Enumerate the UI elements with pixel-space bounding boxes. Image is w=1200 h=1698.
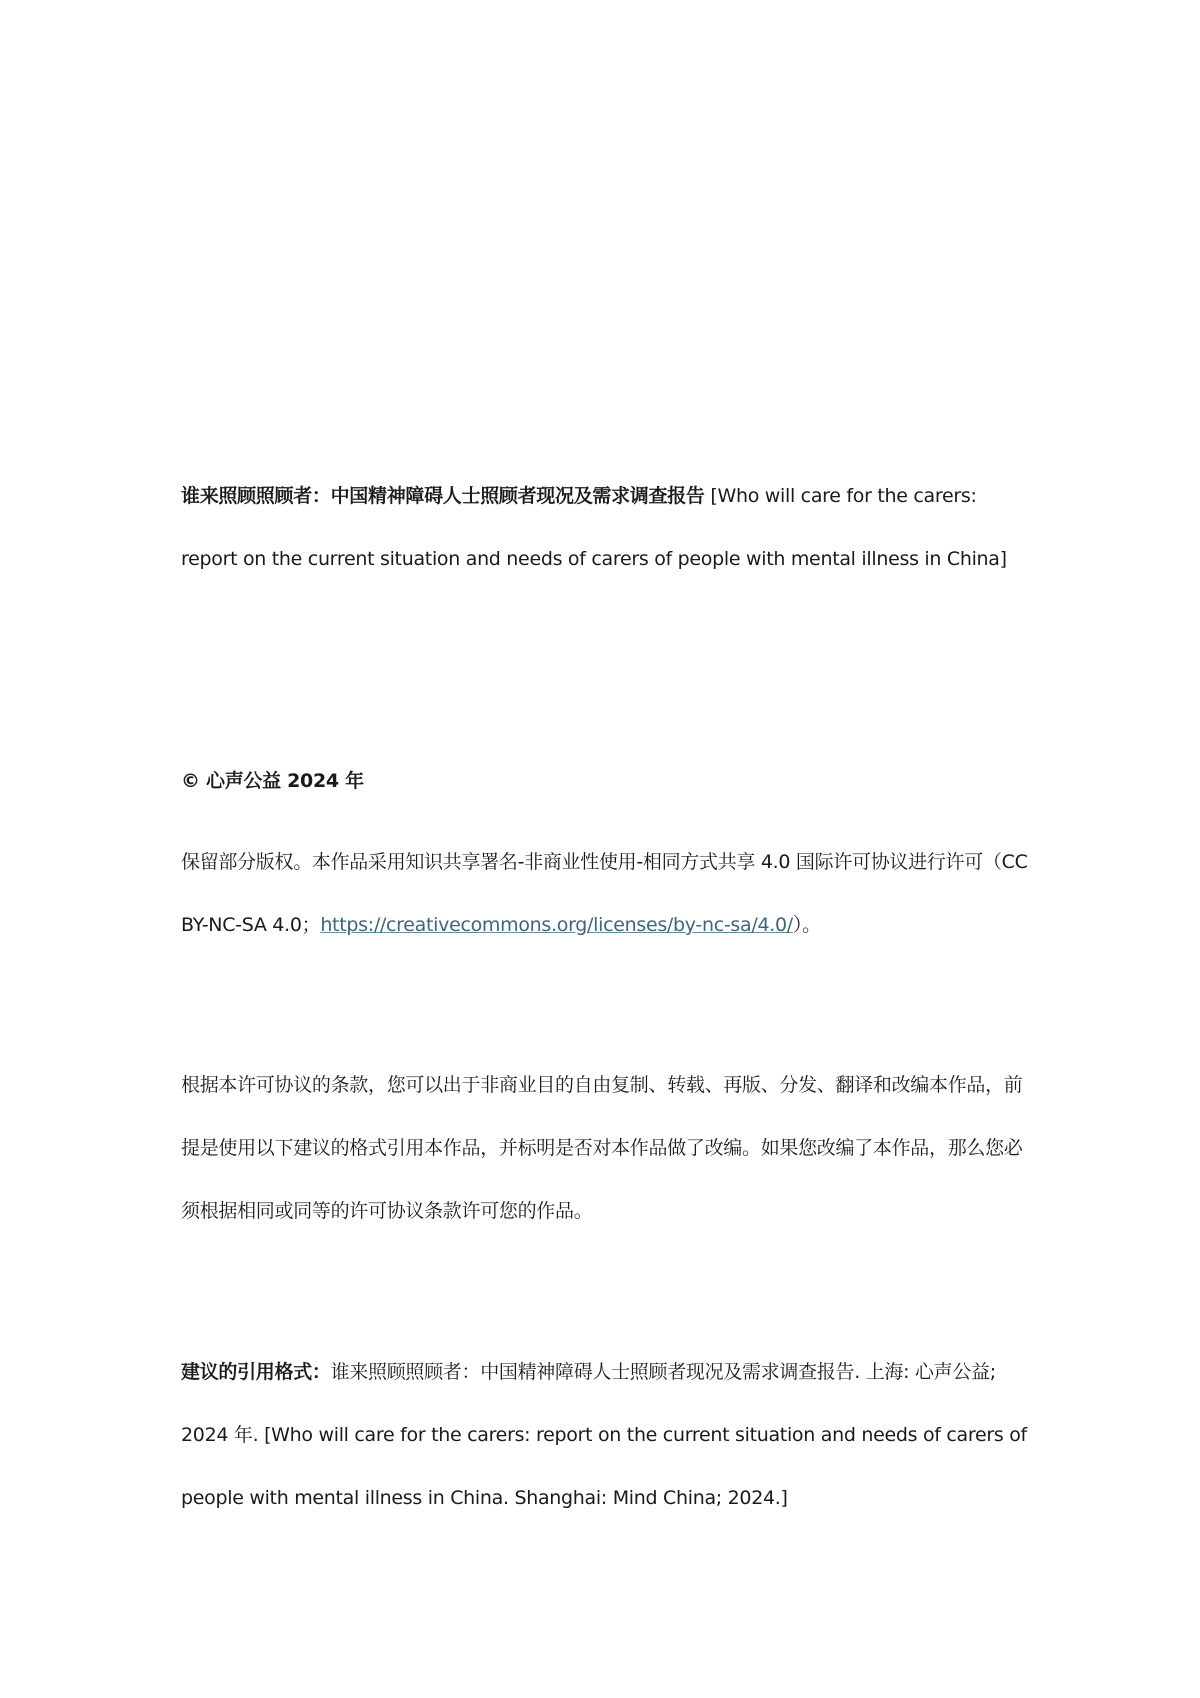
- title-english: [Who will care for the carers: report on the current situation and needs of carers of people with mental illness in China]: [181, 485, 1007, 570]
- citation-label: 建议的引用格式：: [181, 1361, 331, 1383]
- license-text-end: ）。: [792, 914, 821, 936]
- report-title: [181, 465, 1031, 591]
- license-link[interactable]: https://creativecommons.org/licenses/by-nc-sa/4.0/: [320, 914, 793, 936]
- citation-text: 谁来照顾照顾者：中国精神障碍人士照顾者现况及需求调查报告. 上海: 心声公益; 2024 年. [Who will care for the carers: report on the current situation and needs of carers of people with mental illness in China. Shanghai: Mind China; 2024.]: [181, 1361, 1027, 1509]
- license-terms: 根据本许可协议的条款，您可以出于非商业目的自由复制、转载、再版、分发、翻译和改编本作品，前提是使用以下建议的格式引用本作品，并标明是否对本作品做了改编。如果您改编了本作品，那么您必须根据相同或同等的许可协议条款许可您的作品。: [181, 1074, 1023, 1222]
- license-text: 保留部分版权。本作品采用知识共享署名-非商业性使用-相同方式共享 4.0 国际许可协议进行许可（CC BY-NC-SA 4.0；: [181, 851, 1028, 936]
- copyright-notice: © 心声公益 2024 年: [181, 770, 364, 792]
- suggested-citation: [181, 1341, 1031, 1530]
- license-statement: [181, 831, 1031, 957]
- title-chinese: 谁来照顾照顾者：中国精神障碍人士照顾者现况及需求调查报告: [181, 485, 705, 507]
